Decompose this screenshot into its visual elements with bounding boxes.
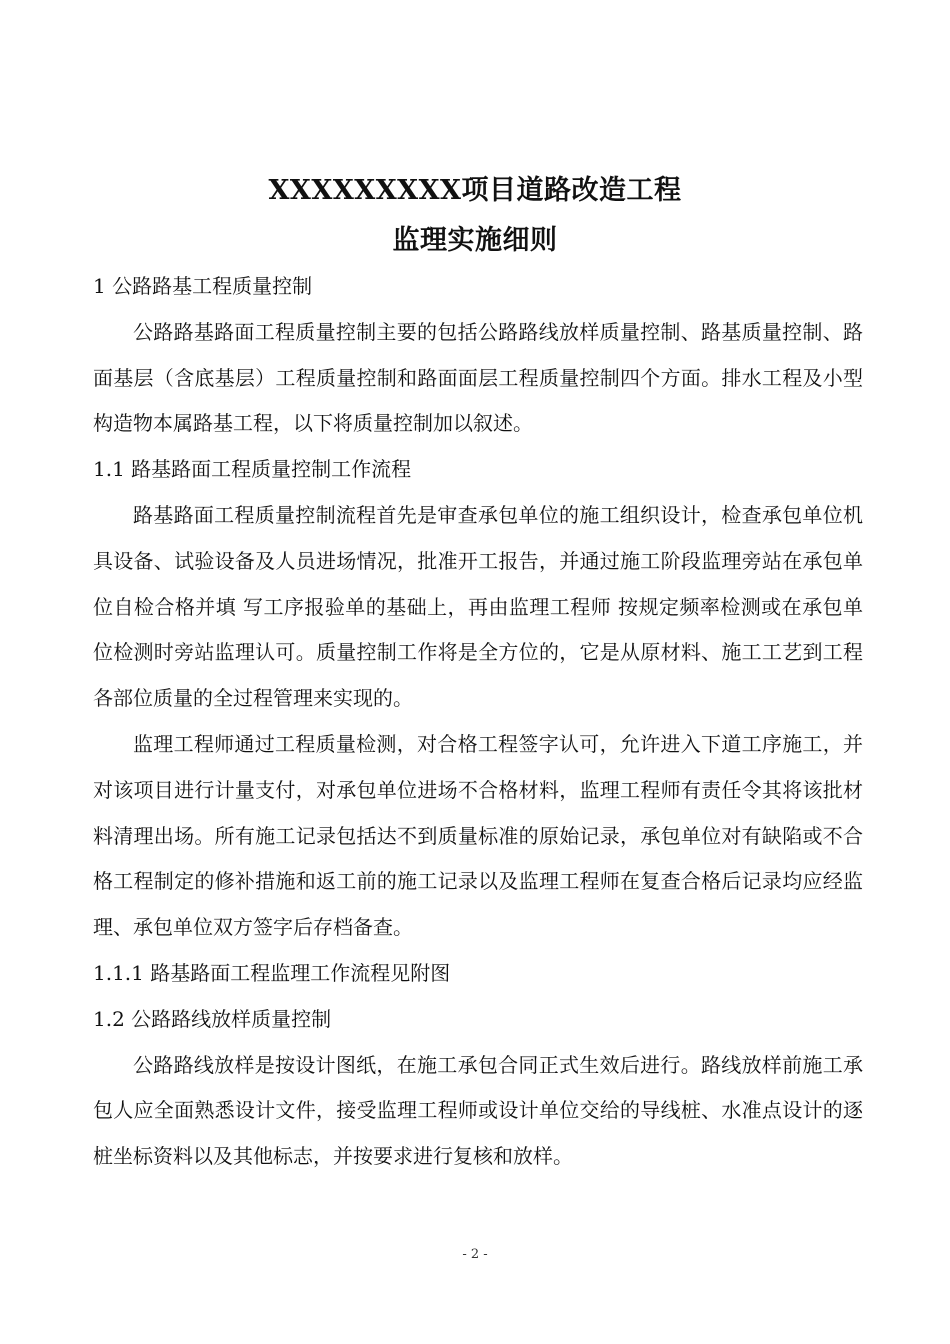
paragraph-3: 监理工程师通过工程质量检测，对合格工程签字认可，允许进入下道工序施工，并对该项目进行计量支付，对承包单位进场不合格材料，监理工程师有责任令其将该批材料清理出场。所有施工记录包括达不到质量标准的原始记录，承包单位对有缺陷或不合格工程制定的修补措施和返工前的施工记录以及监理工程师在复查合格后记录均应经监理、承包单位双方签字后存档备查。 [93, 731, 863, 940]
page-number: - 2 - [462, 1247, 488, 1262]
section-heading-1: 1 公路路基工程质量控制 [93, 274, 313, 298]
paragraph-2: 路基路面工程质量控制流程首先是审查承包单位的施工组织设计，检查承包单位机具设备、试验设备及人员进场情况，批准开工报告，并通过施工阶段监理旁站在承包单位自检合格并填 写工序报验单的基础上，再由监理工程师 按规定频率检测或在承包单位检测时旁站监理认可。质量控制工作将是全方位的，它是从原材料、施工工艺到工程各部位质量的全过程管理来实现的。 [93, 502, 863, 711]
paragraph-4: 公路路线放样是按设计图纸，在施工承包合同正式生效后进行。路线放样前施工承包人应全面熟悉设计文件，接受监理工程师或设计单位交给的导线桩、水准点设计的逐桩坐标资料以及其他标志，并按要求进行复核和放样。 [93, 1052, 863, 1169]
document-title: XXXXXXXXX项目道路改造工程 [268, 175, 682, 206]
section-heading-1-1: 1.1 路基路面工程质量控制工作流程 [93, 457, 412, 482]
document-body [93, 264, 863, 1180]
paragraph-1: 公路路基路面工程质量控制主要的包括公路路线放样质量控制、路基质量控制、路面基层（含底基层）工程质量控制和路面面层工程质量控制四个方面。排水工程及小型构造物本属路基工程，以下将质量控制加以叙述。 [93, 319, 863, 436]
section-heading-1-1-1: 1.1.1 路基路面工程监理工作流程见附图 [93, 960, 451, 985]
document-subtitle: 监理实施细则 [392, 225, 558, 256]
section-heading-1-2: 1.2 公路路线放样质量控制 [93, 1006, 332, 1031]
